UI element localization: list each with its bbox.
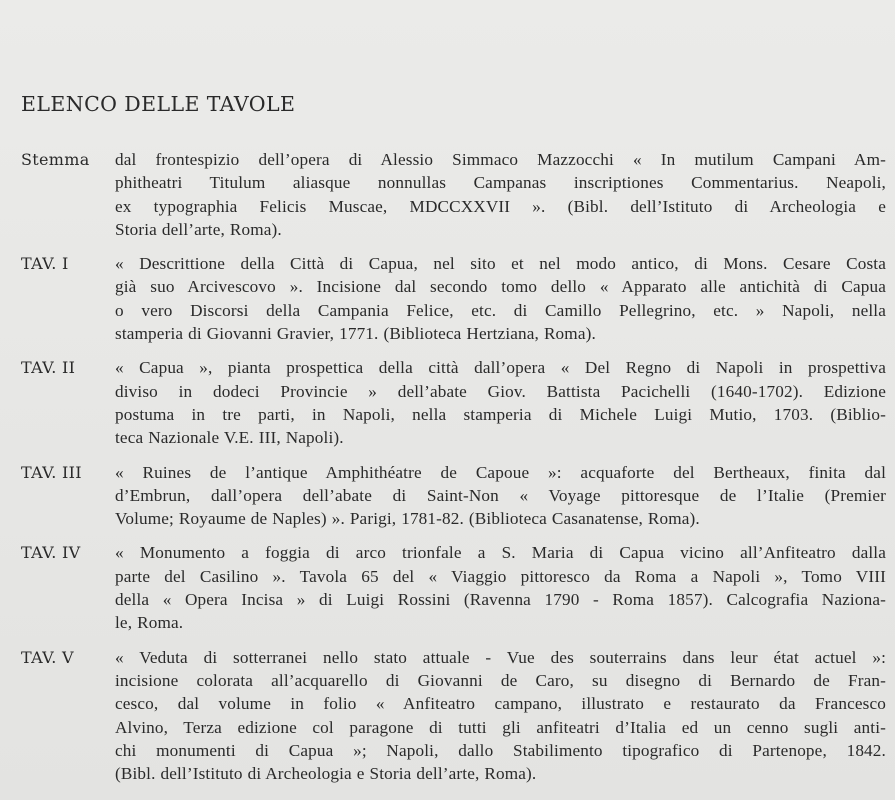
list-item-stemma — [21, 148, 886, 241]
entry-label: TAV. I — [21, 254, 69, 274]
text-line: diviso in dodeci Provincie » dell’abate Giov. Battista Pacichelli (1640-1702). Edizione — [115, 381, 886, 401]
text-line: ex typographia Felicis Muscae, MDCCXXVII ». (Bibl. dell’Istituto di Archeologia e — [115, 196, 886, 216]
entry-label: TAV. IV — [21, 543, 81, 563]
text-line: chi monumenti di Capua »; Napoli, dallo Stabilimento tipografico di Partenope, 1842. — [115, 740, 886, 760]
list-item-tav-4 — [21, 541, 886, 634]
text-line: le, Roma. — [115, 613, 184, 633]
text-line: (Bibl. dell’Istituto di Archeologia e Storia dell’arte, Roma). — [115, 764, 537, 784]
text-line: cesco, dal volume in folio « Anfiteatro campano, illustrato e restaurato da Francesco — [115, 694, 886, 714]
entry-description — [115, 461, 886, 531]
text-line: « Monumento a foggia di arco trionfale a S. Maria di Capua vicino all’Anfiteatro dalla — [115, 543, 886, 563]
entry-label: TAV. II — [21, 358, 76, 378]
text-line: Volume; Royaume de Naples) ». Parigi, 1781-82. (Biblioteca Casanatense, Roma). — [115, 509, 700, 529]
entry-description — [115, 356, 886, 449]
entry-label: Stemma — [21, 150, 90, 169]
text-line: postuma in tre parti, in Napoli, nella stamperia di Michele Luigi Mutio, 1703. (Biblio- — [115, 404, 886, 424]
text-line: già suo Arcivescovo ». Incisione dal secondo tomo dello « Apparato alle antichità di Capua — [115, 277, 886, 297]
list-item-tav-2 — [21, 356, 886, 449]
list-item-tav-5 — [21, 646, 886, 786]
text-line: d’Embrun, dall’opera dell’abate di Saint-Non « Voyage pittoresque de l’Italie (Premier — [115, 485, 886, 505]
text-line: phitheatri Titulum aliasque nonnullas Campanas inscriptiones Commentarius. Neapoli, — [115, 173, 886, 193]
list-item-tav-1 — [21, 252, 886, 345]
entry-label: TAV. V — [21, 647, 74, 667]
text-line: « Capua », pianta prospettica della città dall’opera « Del Regno di Napoli in prospettiva — [115, 358, 886, 378]
text-line: della « Opera Incisa » di Luigi Rossini (Ravenna 1790 - Roma 1857). Calcografia Naziona- — [115, 590, 886, 610]
entry-description — [115, 646, 886, 786]
list-item-tav-3 — [21, 461, 886, 531]
text-line: Alvino, Terza edizione col paragone di tutti gli anfiteatri d’Italia ed un cenno sugli anti- — [115, 717, 886, 737]
text-line: parte del Casilino ». Tavola 65 del « Viaggio pittoresco da Roma a Napoli », Tomo VIII — [115, 566, 886, 586]
text-line: stamperia di Giovanni Gravier, 1771. (Biblioteca Hertziana, Roma). — [115, 324, 596, 344]
text-line: « Veduta di sotterranei nello stato attuale - Vue des souterrains dans leur état actuel »: — [115, 647, 886, 667]
page-title: ELENCO DELLE TAVOLE — [21, 92, 296, 116]
entry-description — [115, 541, 886, 634]
text-line: dal frontespizio dell’opera di Alessio Simmaco Mazzocchi « In mutilum Campani Am- — [115, 150, 886, 169]
text-line: « Descrittione della Città di Capua, nel sito et nel modo antico, di Mons. Cesare Costa — [115, 254, 886, 274]
text-line: « Ruines de l’antique Amphithéatre de Capoue »: acquaforte del Bertheaux, finita dal — [115, 462, 886, 482]
plates-list — [21, 148, 886, 796]
text-line: teca Nazionale V.E. III, Napoli). — [115, 428, 344, 448]
entry-description — [115, 148, 886, 241]
entry-label: TAV. III — [21, 462, 82, 482]
text-line: incisione colorata all’acquarello di Giovanni de Caro, su disegno di Bernardo de Fran- — [115, 670, 886, 690]
entry-description — [115, 252, 886, 345]
text-line: Storia dell’arte, Roma). — [115, 219, 282, 239]
text-line: o vero Discorsi della Campania Felice, etc. di Camillo Pellegrino, etc. » Napoli, nella — [115, 300, 886, 320]
